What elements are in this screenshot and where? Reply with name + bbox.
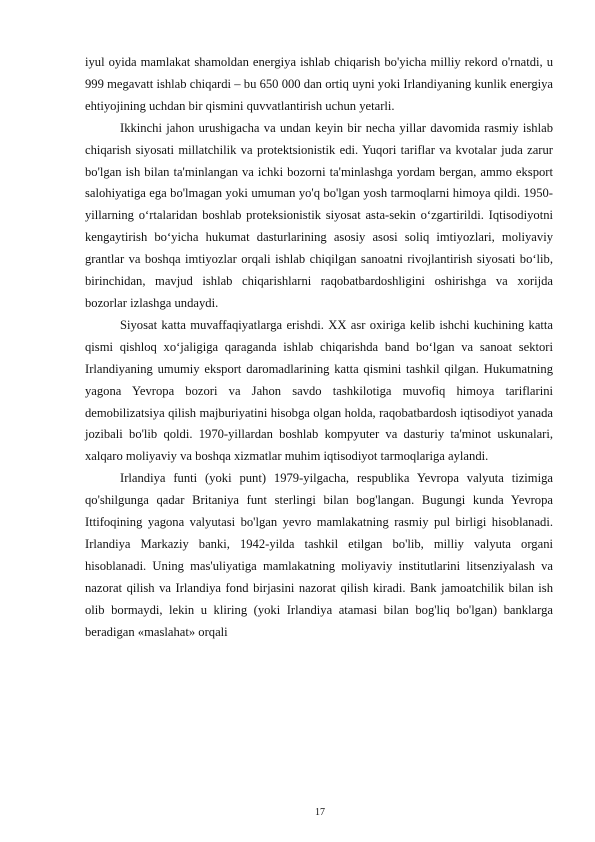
page-number: 17 bbox=[315, 807, 325, 818]
paragraph-production-policy: Ikkinchi jahon urushigacha va undan keyin bir necha yillar davomida rasmiy ishlab chiqarish siyosati millatchilik va protektsionistik edi. Yuqori tariflar va kvotalar juda zarur bo'lgan ish bilan ta'minlangan va ichki bozorni ta'minlashga yordam bergan, ammo eksport salohiyatiga ega bo'lmagan yoki umuman yo'q bo'lgan yosh tarmoqlarni himoya qildi. 1950-yillarning o‘rtalaridan boshlab proteksionistik siyosat asta-sekin o‘zgartirildi. Iqtisodiyotni kengaytirish bo‘yicha hukumat dasturlarining asosiy asosi soliq imtiyozlari, moliyaviy grantlar va boshqa imtiyozlar orqali ishlab chiqilgan sanoatni rivojlantirish siyosati bo‘lib, birinchidan, mavjud ishlab chiqarishlarni raqobatbardoshligini oshirishga va xorijda bozorlar izlashga undaydi. bbox=[85, 120, 553, 310]
paragraph-irish-currency: Irlandiya funti (yoki punt) 1979-yilgacha, respublika Yevropa valyuta tizimiga qo'shilgunga qadar Britaniya funt sterlingi bilan bog'langan. Bugungi kunda Yevropa Ittifoqining yagona valyutasi bo'lgan yevro mamlakatning rasmiy pul birligi hisoblanadi. Irlandiya Markaziy banki, 1942-yilda tashkil etilgan bo'lib, milliy valyuta organi hisoblanadi. Uning mas'uliyatiga mamlakatning moliyaviy institutlarini litsenziyalash va nazorat qilish va Irlandiya fond birjasini nazorat qilish kiradi. Bank jamoatchilik bilan ish olib bormaydi, lekin u kliring (yoki Irlandiya atamasi bilan bog'liq bo'lgan) banklarga beradigan «maslahat» orqali bbox=[85, 471, 553, 639]
body-text bbox=[85, 52, 553, 643]
paragraph-continuation: iyul oyida mamlakat shamoldan energiya ishlab chiqarish bo'yicha milliy rekord o'rnatdi, u 999 megavatt ishlab chiqardi – bu 650 000 dan ortiq uyni yoki Irlandiyaning kunlik energiya ehtiyojining uchdan bir qismini quvvatlantirish uchun yetarli. bbox=[85, 55, 553, 113]
paragraph-policy-success: Siyosat katta muvaffaqiyatlarga erishdi. XX asr oxiriga kelib ishchi kuchining katta qismi qishloq xo‘jaligiga qaraganda ishlab chiqarishda band bo‘lgan va sanoat sektori Irlandiyaning umumiy eksport daromadlarining katta qismini tashkil qilgan. Hukumatning yagona Yevropa bozori va Jahon savdo tashkilotiga muvofiq himoya tariflarini demobilizatsiya qilish majburiyatini hisobga olgan holda, raqobatbardosh iqtisodiyot yanada jozibali bo'lib qoldi. 1970-yillardan boshlab kompyuter va dasturiy ta'minot uskunalari, xalqaro moliyaviy va boshqa xizmatlar muhim iqtisodiyot tarmoqlariga aylandi. bbox=[85, 317, 553, 464]
